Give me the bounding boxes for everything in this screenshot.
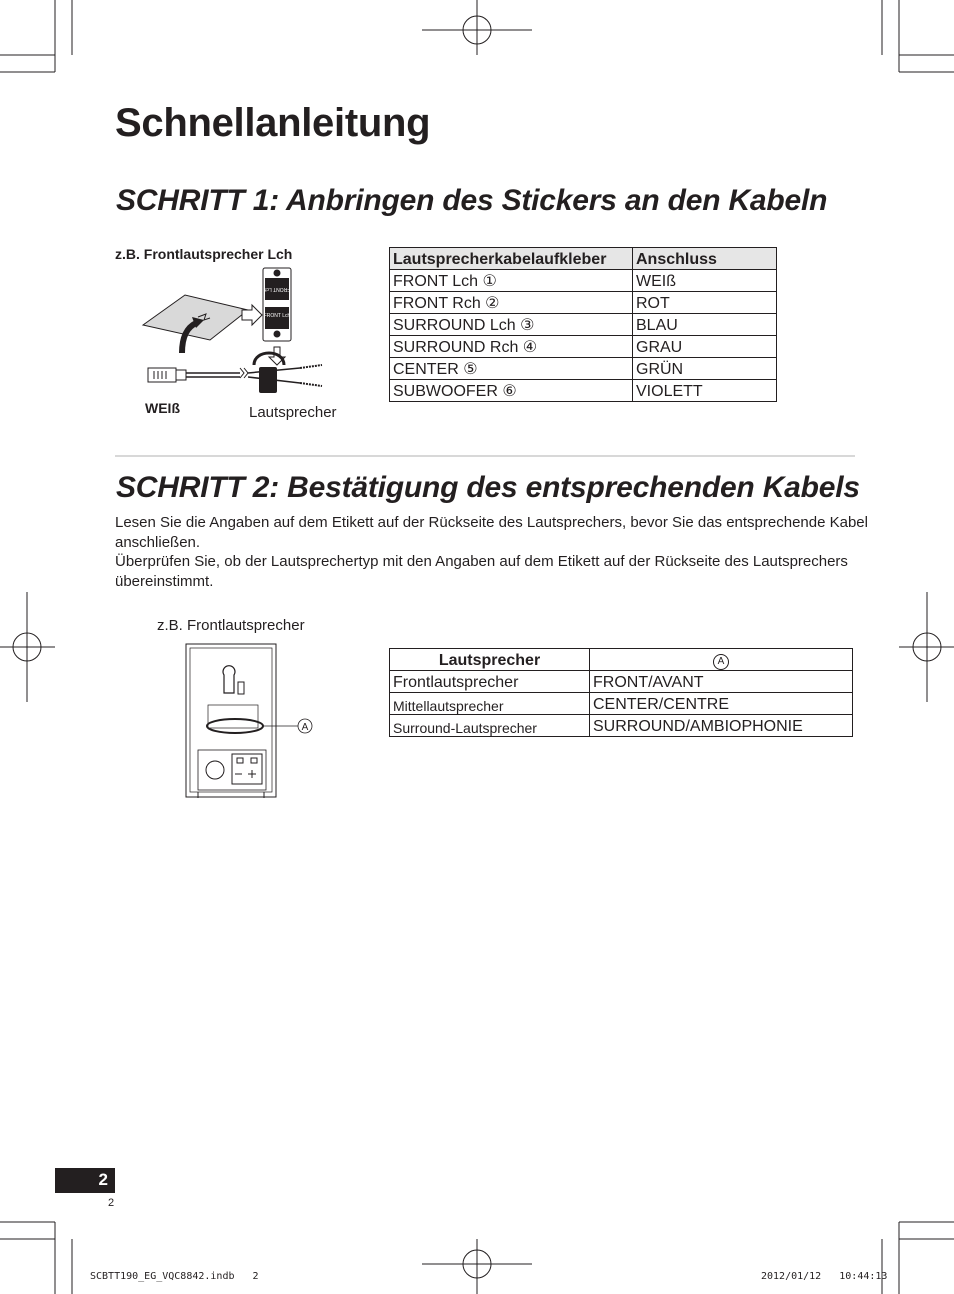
table-row [390, 671, 853, 693]
speaker-type-table [389, 648, 853, 737]
table-cell: Frontlautsprecher [390, 671, 590, 693]
table-header-row [390, 649, 853, 671]
speaker-back-illustration [180, 642, 320, 802]
page-title: Schnellanleitung [115, 101, 431, 145]
table-row [390, 693, 853, 715]
table-row [390, 314, 777, 336]
instruction-paragraph: Überprüfen Sie, ob der Lautsprechertyp mit den Angaben auf dem Etikett auf der Rückseite des Lautsprechers übereinstimmt. [115, 553, 848, 590]
page-number-badge: 2 [55, 1168, 115, 1193]
table-cell: BLAU [633, 314, 777, 336]
label-marker-a: A [301, 722, 309, 733]
table-cell: VIOLETT [633, 380, 777, 402]
table-header: Lautsprecher [390, 649, 590, 671]
table-cell: SURROUND Lch ③ [390, 314, 633, 336]
table-row [390, 358, 777, 380]
sticker-text-top: FRONT Lch [263, 286, 291, 292]
table-row [390, 292, 777, 314]
step2-instructions [115, 513, 875, 591]
sticker-table [389, 247, 777, 402]
label-speaker: Lautsprecher [249, 404, 337, 421]
table-cell: ROT [633, 292, 777, 314]
footer-timestamp: 2012/01/12 10:44:13 [761, 1271, 888, 1282]
table-cell: SURROUND Rch ④ [390, 336, 633, 358]
label-white: WEIß [145, 400, 180, 416]
footer-filename: SCBTT190_EG_VQC8842.indb 2 [90, 1271, 259, 1282]
table-cell: Mittellautsprecher [390, 693, 590, 715]
table-cell: FRONT Lch ① [390, 270, 633, 292]
page-number-small: 2 [108, 1197, 115, 1209]
table-cell: FRONT/AVANT [590, 671, 853, 693]
table-row [390, 380, 777, 402]
table-cell: GRÜN [633, 358, 777, 380]
table-header-row [390, 248, 777, 270]
instruction-paragraph: Lesen Sie die Angaben auf dem Etikett auf der Rückseite des Lautsprechers, bevor Sie das entsprechende Kabel anschließen. [115, 514, 868, 551]
table-row [390, 336, 777, 358]
table-cell: FRONT Rch ② [390, 292, 633, 314]
table-cell: GRAU [633, 336, 777, 358]
table-cell: SUBWOOFER ⑥ [390, 380, 633, 402]
step1-heading: SCHRITT 1: Anbringen des Stickers an den Kabeln [116, 184, 828, 217]
circled-a-marker: A [713, 654, 729, 670]
table-cell: CENTER ⑤ [390, 358, 633, 380]
table-header: Anschluss [633, 248, 777, 270]
table-cell: Surround-Lautsprecher [390, 715, 590, 737]
step1-example-caption: z.B. Frontlautsprecher Lch [115, 246, 293, 262]
section-divider [115, 455, 855, 457]
table-row [390, 715, 853, 737]
step2-example-caption: z.B. Frontlautsprecher [157, 617, 305, 634]
step2-heading: SCHRITT 2: Bestätigung des entsprechenden Kabels [116, 471, 860, 504]
table-header: Lautsprecherkabelaufkleber [390, 248, 633, 270]
table-cell: CENTER/CENTRE [590, 693, 853, 715]
table-header [590, 649, 853, 671]
table-cell: WEIß [633, 270, 777, 292]
table-cell: SURROUND/AMBIOPHONIE [590, 715, 853, 737]
sticker-text-bottom: FRONT Lch [263, 313, 291, 319]
table-row [390, 270, 777, 292]
